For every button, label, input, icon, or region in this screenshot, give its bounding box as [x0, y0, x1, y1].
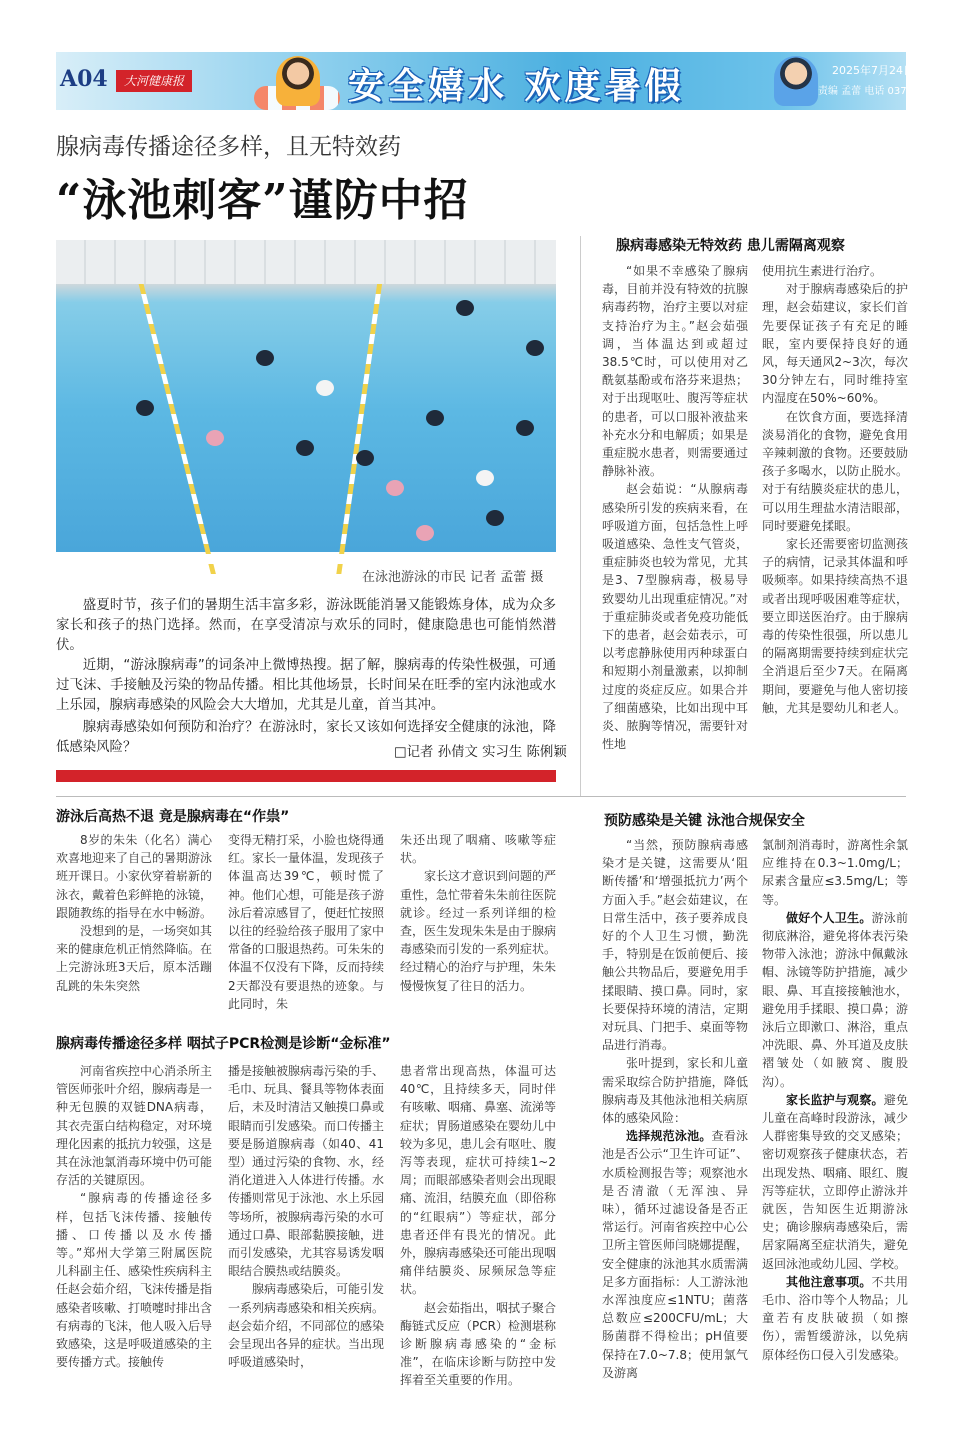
paragraph — [602, 1127, 748, 1382]
editor-contact: 责编 孟蕾 电话 0371-65795610 — [818, 86, 968, 97]
paragraph: “如果不幸感染了腺病毒，目前并没有特效的抗腺病毒药物，治疗主要以对症支持治疗为主。”赵会茹强调，当体温达到或超过38.5℃时，可以使用对乙酰氨基酚或布洛芬来退热；对于出现呕吐、腹泻等症状的患者，可以口服补液盐来补充水分和电解质；如果是重症脱水患者，则需要通过静脉补液。 — [602, 264, 748, 479]
paragraph: 使用抗生素进行治疗。 — [762, 264, 883, 278]
swimmer — [386, 480, 404, 496]
section-title-prevention: 预防感染是关键 泳池合规保安全 — [604, 813, 805, 829]
text-column — [56, 831, 212, 1011]
swimmer — [486, 510, 504, 526]
point-text: 游泳前彻底淋浴，避免将体表污染物带入泳池；游泳中佩戴泳帽、泳镜等防护措施，减少眼、鼻、耳直接接触池水，避免用手揉眼、摸口鼻；游泳后立即漱口、淋浴，重点冲洗眼、鼻、外耳道及皮肤褶皱处（如腋窝、腹股沟）。 — [762, 910, 908, 1089]
swimmer — [416, 525, 434, 541]
swimmer — [516, 420, 534, 436]
text-column — [400, 1062, 556, 1392]
paragraph: 家长这才意识到问题的严重性，急忙带着朱朱前往医院就诊。经过一系列详细的检查，医生发现朱朱是由于腺病毒感染而引发的一系列症状。经过精心的治疗与护理，朱朱慢慢恢复了往日的活力。 — [400, 869, 557, 993]
paragraph: 变得无精打采，小脸也烧得通红。家长一量体温，发现孩子体温高达39℃，顿时慌了神。他们心想，可能是孩子游泳后着凉感冒了，便赶忙按照以往的经验给孩子服用了家中常备的口服退热药。可朱朱的体温不仅没有下降，反而持续2天都没有要退热的迹象。与此同时，朱 — [228, 833, 385, 1011]
text-column — [602, 262, 748, 792]
section-title-case: 游泳后高热不退 竟是腺病毒在“作祟” — [56, 809, 290, 825]
swimmer — [526, 340, 544, 356]
text-column — [228, 831, 384, 1011]
issue-date: 2025年7月24日 星期四 — [832, 64, 951, 77]
section-divider-bar — [56, 770, 556, 782]
paragraph — [762, 909, 908, 1091]
photo-caption: 在泳池游泳的市民 记者 孟蕾 摄 — [362, 570, 544, 585]
page-banner — [56, 52, 968, 110]
swimmer — [356, 450, 374, 466]
pool-ceiling — [56, 240, 556, 284]
paragraph: 没想到的是，一场突如其来的健康危机正悄然降临。在上完游泳班3天后，原本活蹦乱跳的朱朱突然 — [56, 924, 213, 993]
page-number: A04 — [60, 66, 108, 92]
paragraph: 河南省疾控中心消杀所主管医师张叶介绍，腺病毒是一种无包膜的双链DNA病毒，其衣壳蛋白结构稳定，对环境理化因素的抵抗力较强，这是其在泳池氯消毒环境中仍可能存活的关键原因。 — [56, 1064, 213, 1188]
paragraph: 赵会茹说：“从腺病毒感染所引发的疾病来看，在呼吸道方面，包括急性上呼吸道感染、急性支气管炎，重症肺炎也较为常见，尤其是3、7型腺病毒，极易导致婴幼儿出现重症情况。”对于重症肺炎或者免疫功能低下的患者，赵会茹表示，可以考虑静脉使用丙种球蛋白和短期小剂量激素，以抑制过度的炎症反应。如果合并了细菌感染，比如出现中耳炎、脓胸等情况，需要针对性地 — [602, 482, 748, 752]
paragraph: 对于腺病毒感染后的护理，赵会茹建议，家长们首先要保证孩子有充足的睡眠，室内要保持良好的通风，每天通风2~3次，每次30分钟左右，同时维持室内湿度在50%~60%。 — [762, 282, 908, 406]
paragraph: 在饮食方面，要选择清淡易消化的食物，避免食用辛辣刺激的食物。还要鼓励孩子多喝水，以防止脱水。对于有结膜炎症状的患儿，可以用生理盐水清洁眼部，同时要避免揉眼。 — [762, 409, 908, 533]
lead-paragraph: 近期，“游泳腺病毒”的词条冲上微博热搜。据了解，腺病毒的传染性极强，可通过飞沫、手接触及污染的物品传播。相比其他场景，长时间呆在旺季的室内泳池或水上乐园，腺病毒感染的风险会大大增加，尤其是儿童，首当其冲。 — [56, 658, 556, 713]
paragraph: 腺病毒感染后，可能引发一系列病毒感染和相关疾病。赵会茹介绍，不同部位的感染会呈现出各异的症状。当出现呼吸道感染时， — [228, 1282, 385, 1370]
paragraph — [762, 1273, 908, 1364]
section-rule — [56, 796, 906, 797]
section-title-transmission: 腺病毒传播途径多样 咽拭子PCR检测是诊断“金标准” — [56, 1036, 391, 1052]
paragraph: 朱还出现了咽痛、咳嗽等症状。 — [400, 833, 556, 866]
text-column — [228, 1062, 384, 1392]
lane-rope — [335, 284, 382, 584]
swimming-pool-photo — [56, 240, 556, 552]
swimmer — [316, 380, 334, 396]
swimmer — [136, 400, 154, 416]
text-column — [762, 836, 908, 1396]
paragraph: 张叶提到，家长和儿童需采取综合防护措施，降低腺病毒及其他泳池相关病原体的感染风险： — [602, 1056, 748, 1126]
point-lead: 做好个人卫生。 — [786, 910, 872, 925]
swimmer — [476, 470, 494, 486]
swimmer — [256, 350, 274, 366]
text-column — [602, 836, 748, 1396]
point-lead: 其他注意事项。 — [786, 1274, 872, 1289]
point-text: 不共用毛巾、浴巾等个人物品；儿童若有皮肤破损（如擦伤），需暂缓游泳，以免病原体经伤口侵入引发感染。 — [762, 1274, 908, 1362]
article-headline: “泳池刺客”谨防中招 — [56, 175, 469, 226]
paragraph: “当然，预防腺病毒感染才是关键，这需要从‘阻断传播’和‘增强抵抗力’两个方面入手。”赵会茹建议，在日常生活中，孩子要养成良好的个人卫生习惯，勤洗手，特别是在饭前便后、接触公共物品后，要避免用手揉眼睛、摸口鼻。同时，家长要保持环境的清洁，定期对玩具、门把手、桌面等物品进行消毒。 — [602, 838, 748, 1053]
paragraph — [762, 1091, 908, 1273]
article-subhead: 腺病毒传播途径多样，且无特效药 — [56, 134, 401, 160]
point-text: 查看泳池是否公示“卫生许可证”、水质检测报告等；观察池水是否清澈（无浑浊、异味），循环过滤设备是否正常运行。河南省疾控中心公卫所主管医师闫晓娜提醒，安全健康的泳池其水质需满足多方面指标：人工游泳池水浑浊度应≤1NTU；菌落总数应≤200CFU/mL；大肠菌群不得检出；pH值要保持在7.0~7.8；使用氯气及游离 — [602, 1129, 748, 1380]
point-lead: 家长监护与观察。 — [786, 1092, 884, 1107]
paragraph: 家长还需要密切监测孩子的病情，记录其体温和呼吸频率。如果持续高热不退或者出现呼吸困难等症状，要立即送医治疗。由于腺病毒的传染性很强，所以患儿的隔离期需要持续到症状完全消退后至少7天。在隔离期间，要避免与他人密切接触，尤其是婴幼儿和老人。 — [762, 537, 908, 715]
column-rule — [580, 236, 581, 796]
point-lead: 选择规范泳池。 — [626, 1129, 712, 1144]
paragraph: 播是接触被腺病毒污染的手、毛巾、玩具、餐具等物体表面后，未及时清洁又触摸口鼻或眼睛而引发感染。而口传播主要是肠道腺病毒（如40、41型）通过污染的食物、水，经消化道进入人体进行传播。水传播则常见于泳池、水上乐园等场所，被腺病毒污染的水可通过口鼻、眼部黏膜接触，进而引发感染，尤其容易诱发咽眼结合膜热或结膜炎。 — [228, 1064, 385, 1279]
paragraph: 8岁的朱朱（化名）满心欢喜地迎来了自己的暑期游泳班开课日。小家伙穿着崭新的泳衣，戴着色彩鲜艳的泳镜，跟随教练的指导在水中畅游。 — [56, 833, 213, 920]
child-illustration-right — [774, 56, 818, 106]
paragraph: 氯制剂消毒时，游离性余氯应维持在0.3~1.0mg/L；尿素含量应≤3.5mg/L；等等。 — [762, 838, 908, 907]
reporter-byline: □记者 孙倩文 实习生 陈俐颖 — [394, 745, 567, 760]
child-illustration-left — [276, 56, 320, 106]
newspaper-logo: 大河健康报 — [116, 70, 192, 92]
swimmer — [206, 430, 224, 446]
point-text: 避免儿童在高峰时段游泳，减少人群密集导致的交叉感染；密切观察孩子健康状态，若出现发热、咽痛、眼红、腹泻等症状，立即停止游泳并就医，告知医生近期游泳史；确诊腺病毒感染后，需居家隔离至症状消失，避免返回泳池或幼儿园、学校。 — [762, 1092, 908, 1271]
banner-slogan: 安全嬉水 欢度暑假 — [348, 66, 685, 107]
swimmer — [296, 440, 314, 456]
swimmer — [456, 300, 474, 316]
paragraph: 患者常出现高热，体温可达40℃，且持续多天，同时伴有咳嗽、咽痛、鼻塞、流涕等症状；胃肠道感染在婴幼儿中较为多见，患儿会有呕吐、腹泻等表现，症状可持续1~2周；而眼部感染者则会出现眼痛、流泪，结膜充血（即俗称的“红眼病”）等症状，部分患者还伴有畏光的情况。此外，腺病毒感染还可能出现咽痛伴结膜炎、尿频尿急等症状。 — [400, 1064, 557, 1297]
section-title-treatment: 腺病毒感染无特效药 患儿需隔离观察 — [616, 238, 845, 254]
lead-paragraph: 盛夏时节，孩子们的暑期生活丰富多彩，游泳既能消暑又能锻炼身体，成为众多家长和孩子的热门选择。然而，在享受清凉与欢乐的同时，健康隐患也可能悄然潜伏。 — [56, 598, 556, 653]
swimmer — [426, 410, 444, 426]
paragraph: 赵会茹指出，咽拭子聚合酶链式反应（PCR）检测堪称诊断腺病毒感染的“金标准”，在临床诊断与防控中发挥着至关重要的作用。 — [400, 1300, 557, 1388]
paragraph: “腺病毒的传播途径多样，包括飞沫传播、接触传播、口传播以及水传播等。”郑州大学第三附属医院儿科副主任、感染性疾病科主任赵会茹介绍，飞沫传播是指感染者咳嗽、打喷嚏时排出含有病毒的飞沫，他人吸入后导致感染，这是呼吸道感染的主要传播方式。接触传 — [56, 1191, 213, 1370]
lead-paragraph: 腺病毒感染如何预防和治疗？在游泳时，家长又该如何选择安全健康的泳池，降低感染风险？ — [56, 720, 556, 755]
text-column — [762, 262, 908, 792]
text-column — [400, 831, 556, 1011]
text-column — [56, 1062, 212, 1392]
